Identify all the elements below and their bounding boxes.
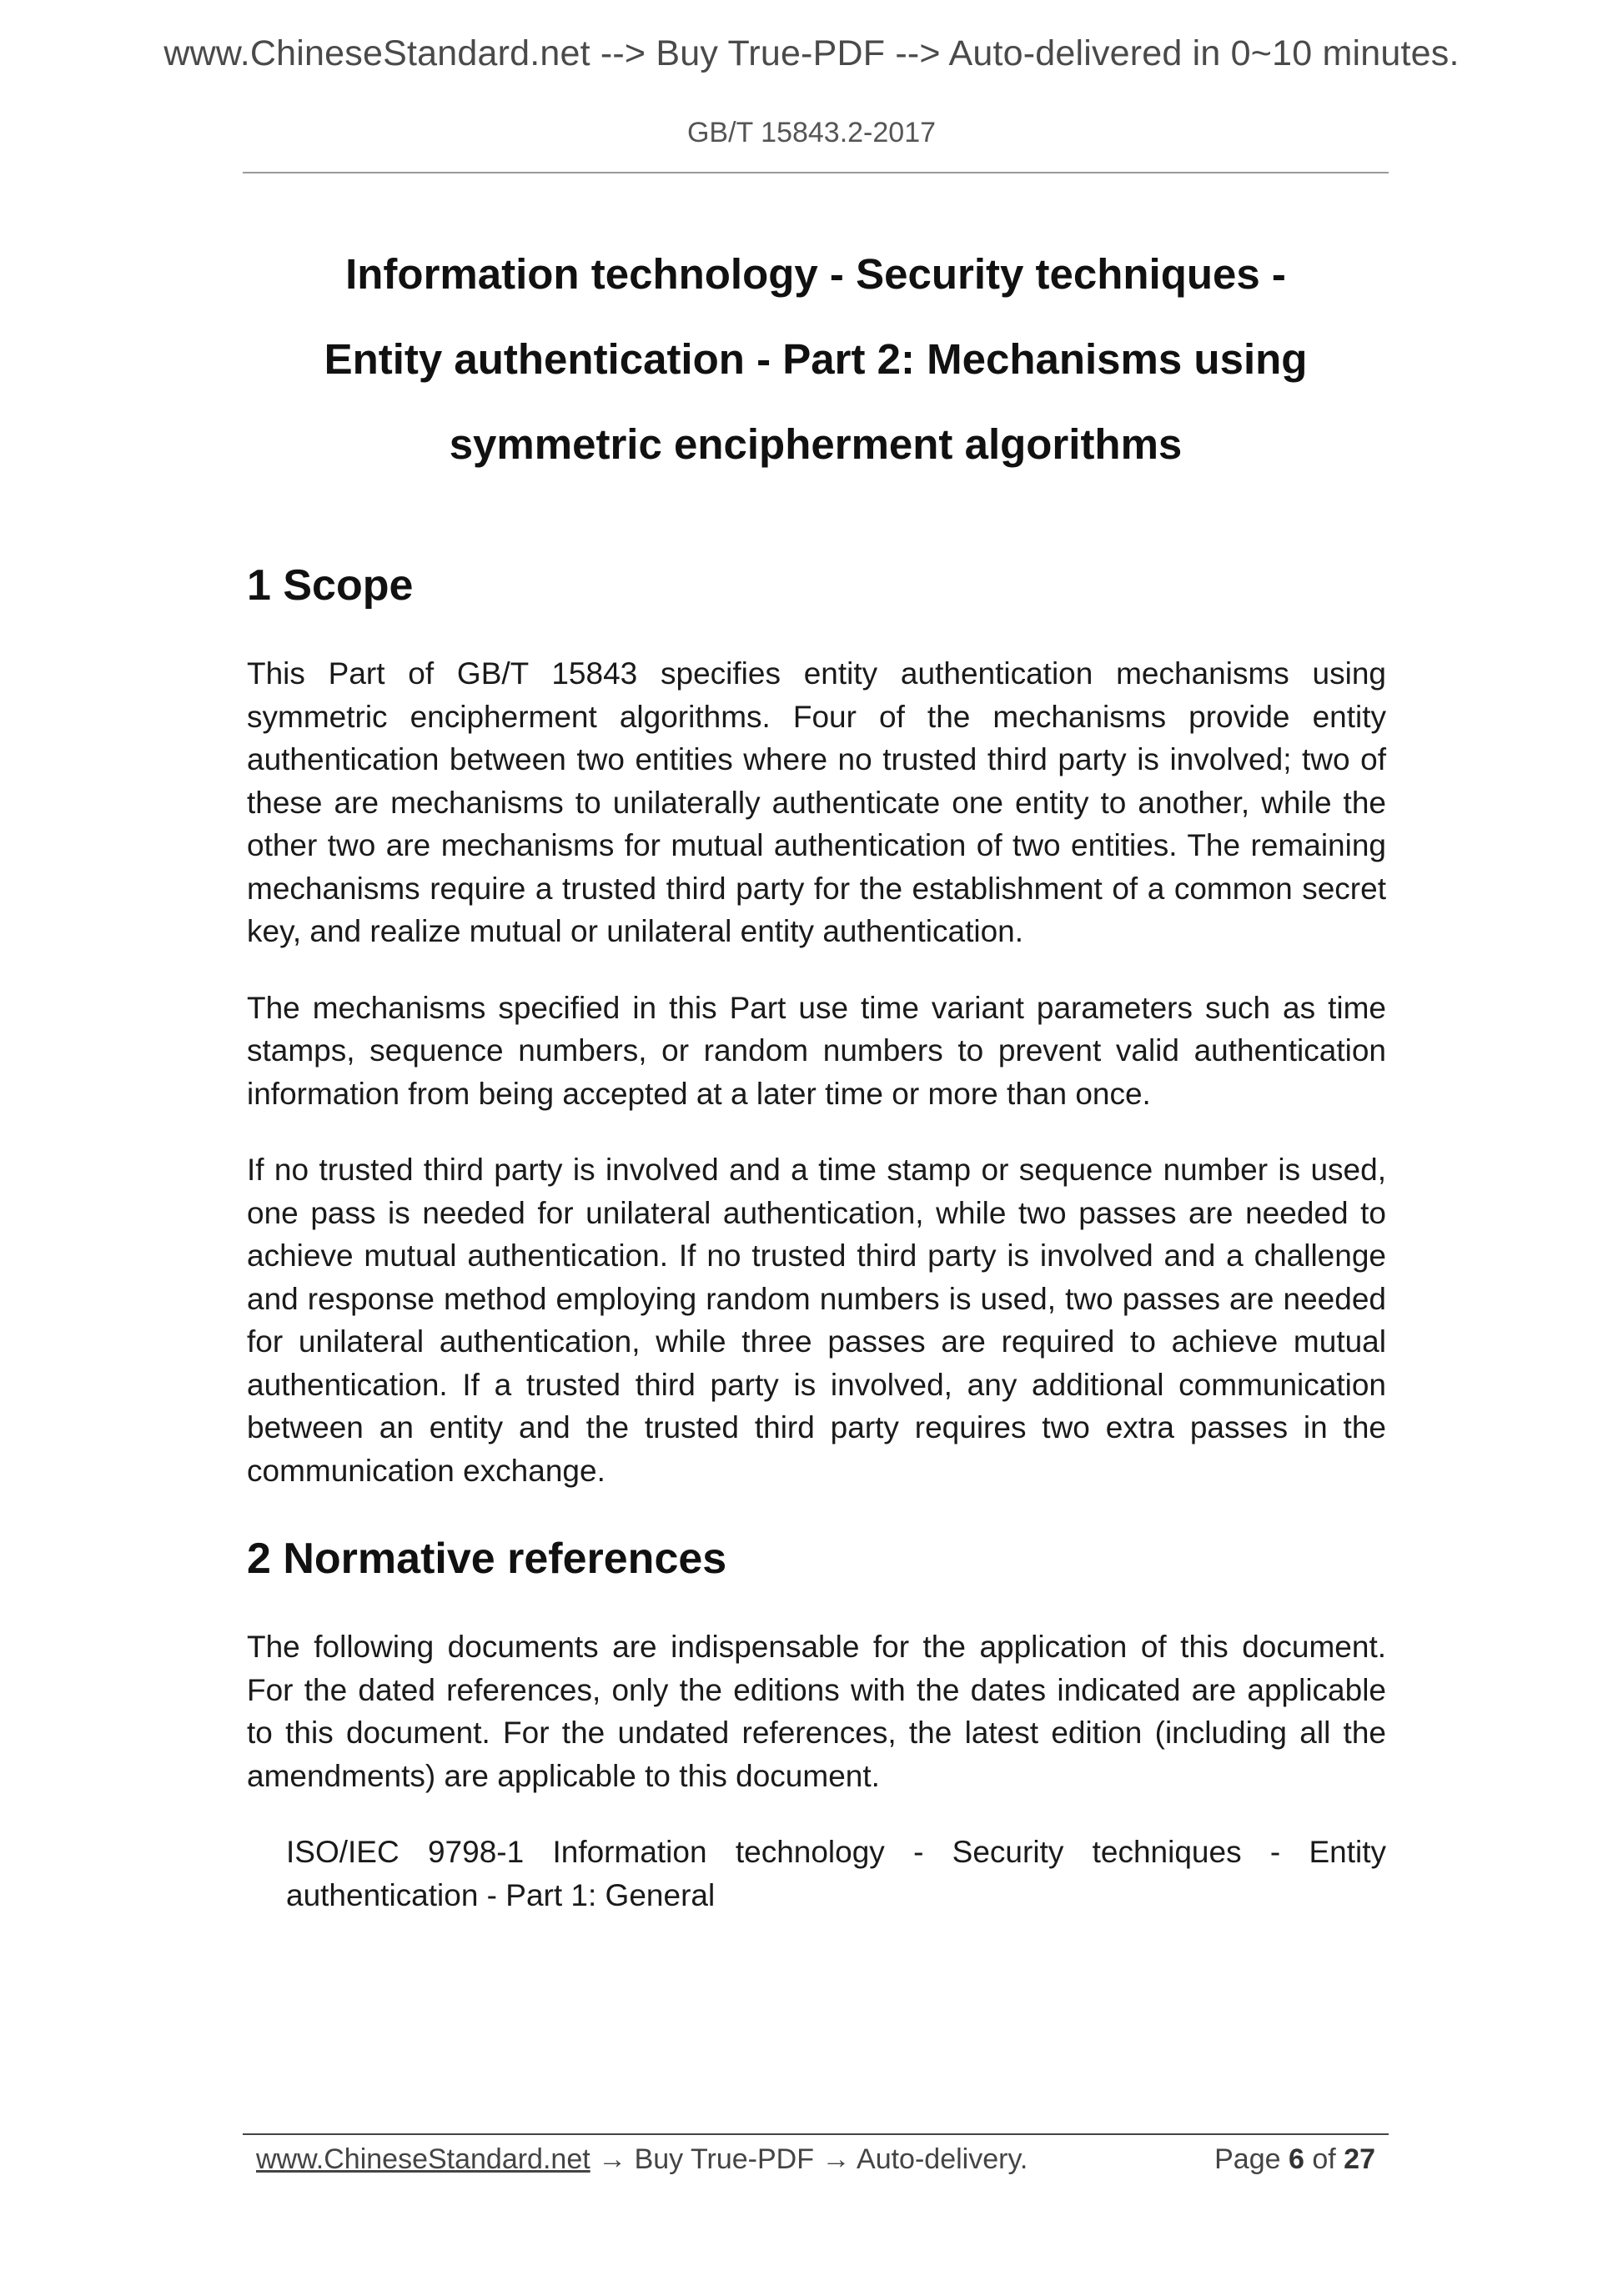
arrow-right-icon: → xyxy=(598,2143,627,2175)
source-banner: www.ChineseStandard.net --> Buy True-PDF --> Auto-delivered in 0~10 minutes. xyxy=(163,33,1460,73)
paragraph: The following documents are indispensable for the application of this document. For the dated references, only the editions with the dates indicated are applicable to this document. For the undated references, the latest edition (including all the amendments) are applicable to this document. xyxy=(247,1630,1386,1793)
title-line-1: Information technology - Security techniques - xyxy=(345,250,1286,298)
reference-item: ISO/IEC 9798-1 Information technology - Security techniques - Entity authentication - Part 1: General xyxy=(286,1835,1386,1912)
section-scope xyxy=(247,559,1386,1492)
paragraph: The mechanisms specified in this Part use time variant parameters such as time stamps, sequence numbers, or random numbers to prevent valid authentication information from being accepted at a later time or more than once. xyxy=(247,990,1386,1111)
section-heading: 2 Normative references xyxy=(247,1535,727,1583)
arrow-right-icon: → xyxy=(822,2143,851,2175)
website-link[interactable]: www.ChineseStandard.net xyxy=(256,2143,590,2175)
title-line-3: symmetric encipherment algorithms xyxy=(449,420,1183,468)
footer-divider xyxy=(243,2133,1389,2135)
page-indicator xyxy=(1214,2141,1375,2178)
section-heading: 1 Scope xyxy=(247,561,414,610)
page-footer xyxy=(256,2141,1375,2178)
total-pages: 27 xyxy=(1344,2143,1375,2175)
standard-code: GB/T 15843.2-2017 xyxy=(686,117,937,148)
buy-text: Buy True-PDF xyxy=(634,2143,814,2175)
paragraph: This Part of GB/T 15843 specifies entity authentication mechanisms using symmetric encipherment algorithms. Four of the mechanisms provide entity authentication between two entities where no trusted third party is involved; two of these are mechanisms to unilaterally authenticate one entity to another, while the other two are mechanisms for mutual authentication of two entities. The remaining mechanisms require a trusted third party for the establishment of a common secret key, and realize mutual or unilateral entity authentication. xyxy=(247,656,1386,948)
of-label: of xyxy=(1312,2143,1336,2175)
paragraph: If no trusted third party is involved and a time stamp or sequence number is used, one pass is needed for unilateral authentication, while two passes are needed to achieve mutual authentication. If no trusted third party is involved and a challenge and response method employing random numbers is used, two passes are needed for unilateral authentication, while three passes are required to achieve mutual authentication. If a trusted third party is involved, any additional communication between an entity and the trusted third party requires two extra passes in the communication exchange. xyxy=(247,1153,1386,1488)
document-title xyxy=(243,232,1389,487)
header-divider xyxy=(243,172,1389,173)
delivery-text: Auto-delivery. xyxy=(857,2143,1028,2175)
section-normative-references xyxy=(247,1532,1386,1917)
title-line-2: Entity authentication - Part 2: Mechanisms using xyxy=(324,335,1308,383)
page-label: Page xyxy=(1214,2143,1281,2175)
page-number: 6 xyxy=(1288,2143,1304,2175)
document-body xyxy=(247,559,1386,1950)
